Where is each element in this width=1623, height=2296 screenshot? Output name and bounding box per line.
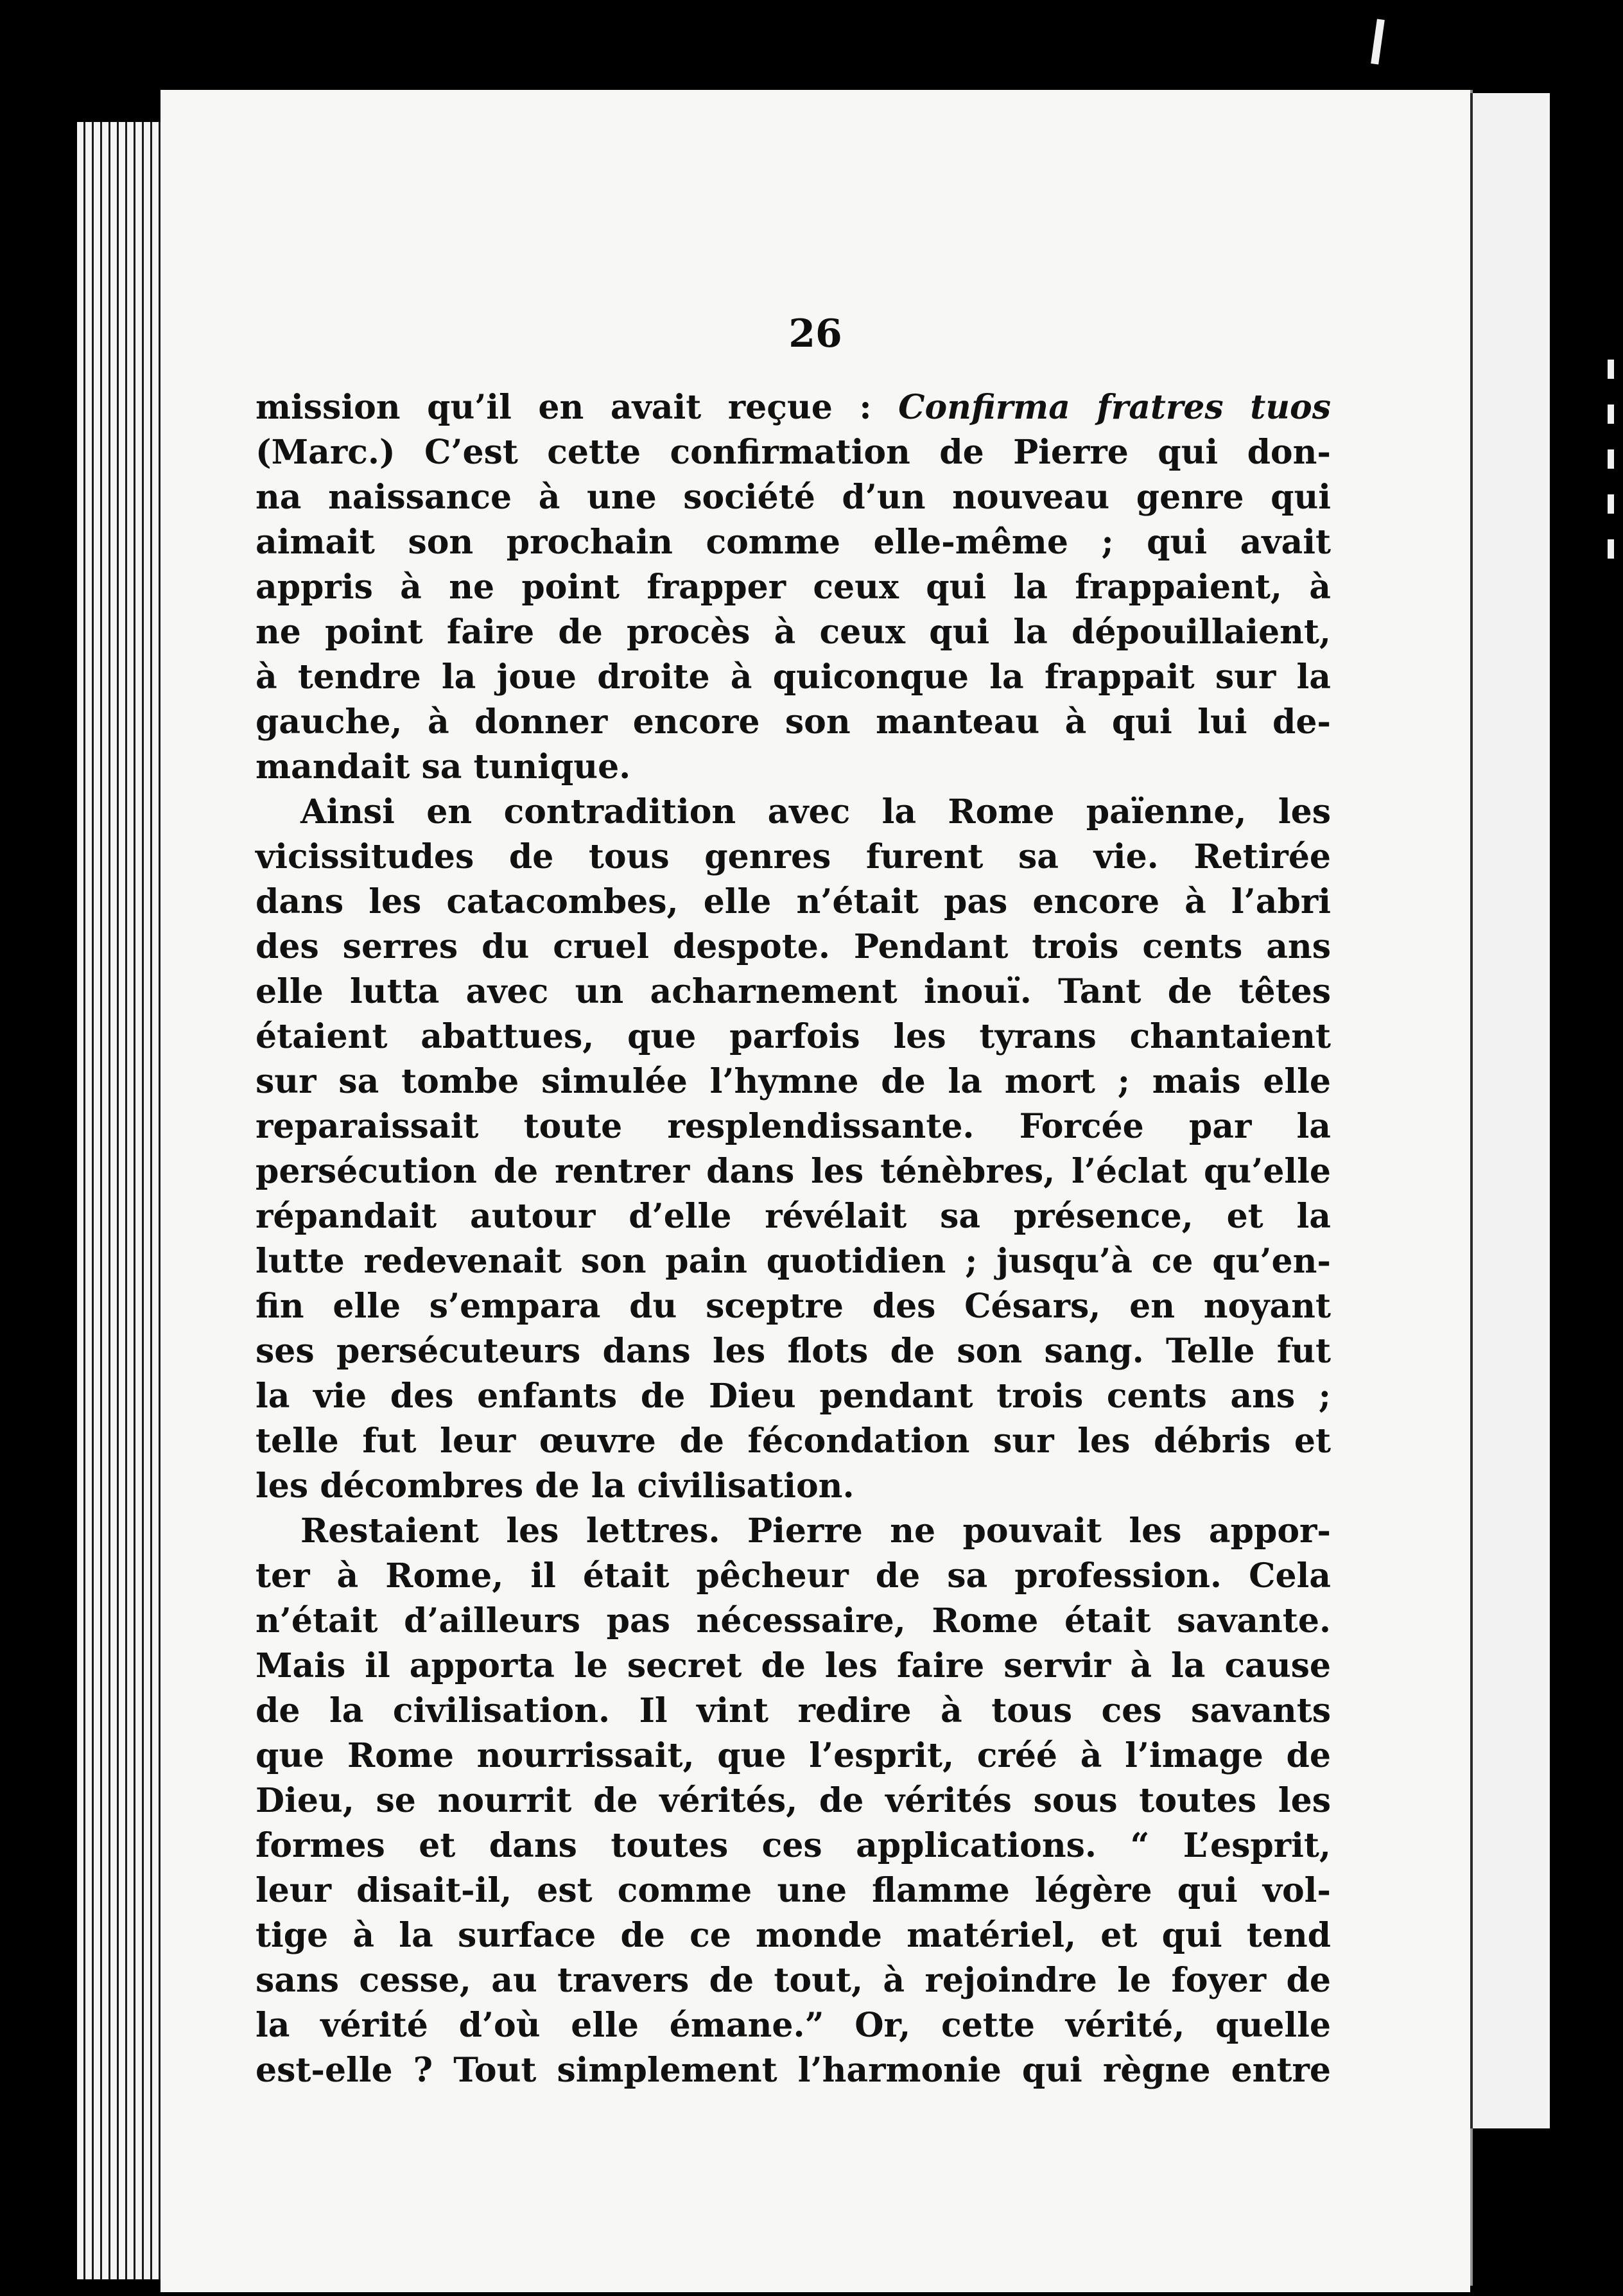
text-line bbox=[256, 745, 1331, 790]
text-run: Dieu, se nourrit de vérités, de vérités sous toutes les bbox=[256, 1781, 1331, 1820]
text-line bbox=[256, 520, 1331, 565]
text-line bbox=[256, 1958, 1331, 2003]
text-run: à tendre la joue droite à quiconque la frappait sur la bbox=[256, 657, 1331, 697]
text-line bbox=[256, 1689, 1331, 1734]
text-run: persécution de rentrer dans les ténèbres, l’éclat qu’elle bbox=[256, 1152, 1331, 1191]
text-line bbox=[256, 970, 1331, 1014]
text-line bbox=[256, 1104, 1331, 1149]
text-line bbox=[256, 1868, 1331, 1913]
text-run: de la civilisation. Il vint redire à tous ces savants bbox=[256, 1691, 1331, 1730]
text-line bbox=[256, 835, 1331, 880]
text-line bbox=[256, 1194, 1331, 1239]
facing-page-fragment bbox=[1470, 93, 1550, 2128]
text-line bbox=[256, 565, 1331, 610]
text-run: mandait sa tunique. bbox=[256, 747, 631, 787]
text-run: la vérité d’où elle émane.” Or, cette vérité, quelle bbox=[256, 2006, 1331, 2045]
text-line bbox=[256, 1913, 1331, 1958]
scan-corner-mark bbox=[1371, 19, 1385, 65]
page-body-text bbox=[256, 385, 1331, 2093]
text-run: na naissance à une société d’un nouveau genre qui bbox=[256, 478, 1331, 517]
text-line bbox=[256, 1284, 1331, 1329]
text-run: reparaissait toute resplendissante. Forcée par la bbox=[256, 1107, 1331, 1146]
text-run: formes et dans toutes ces applications. “ L’esprit, bbox=[256, 1826, 1331, 1865]
text-line bbox=[256, 1779, 1331, 1823]
text-run: dans les catacombes, elle n’était pas encore à l’abri bbox=[256, 882, 1331, 921]
text-run: appris à ne point frapper ceux qui la frappaient, à bbox=[256, 568, 1331, 607]
text-line bbox=[256, 700, 1331, 745]
text-run: Mais il apporta le secret de les faire servir à la cause bbox=[256, 1646, 1331, 1685]
text-run: n’était d’ailleurs pas nécessaire, Rome était savante. bbox=[256, 1601, 1331, 1640]
text-run: lutte redevenait son pain quotidien ; jusqu’à ce qu’en- bbox=[256, 1242, 1331, 1281]
text-line bbox=[256, 925, 1331, 970]
text-line bbox=[256, 1509, 1331, 1554]
text-run: ne point faire de procès à ceux qui la dépouillaient, bbox=[256, 613, 1331, 652]
text-run: leur disait-il, est comme une flamme légère qui vol- bbox=[256, 1871, 1331, 1910]
text-run: ses persécuteurs dans les flots de son sang. Telle fut bbox=[256, 1332, 1331, 1371]
text-run: que Rome nourrissait, que l’esprit, créé à l’image de bbox=[256, 1736, 1331, 1775]
text-line bbox=[256, 430, 1331, 475]
paragraph bbox=[256, 385, 1331, 790]
text-run: les décombres de la civilisation. bbox=[256, 1466, 855, 1506]
text-line bbox=[256, 1149, 1331, 1194]
paragraph bbox=[256, 790, 1331, 1509]
book-page-edges bbox=[77, 122, 167, 2279]
text-line bbox=[256, 1329, 1331, 1374]
text-run: vicissitudes de tous genres furent sa vie. Retirée bbox=[256, 837, 1331, 876]
text-run: étaient abattues, que parfois les tyrans chantaient bbox=[256, 1017, 1331, 1056]
text-line bbox=[256, 1014, 1331, 1059]
text-run: telle fut leur œuvre de fécondation sur les débris et bbox=[256, 1422, 1331, 1461]
text-line bbox=[256, 1419, 1331, 1464]
text-run: (Marc.) C’est cette confirmation de Pierre qui don- bbox=[256, 433, 1331, 472]
text-run: Restaient les lettres. Pierre ne pouvait les appor- bbox=[300, 1511, 1331, 1551]
text-run: mission qu’il en avait reçue : bbox=[256, 388, 899, 427]
text-line bbox=[256, 1374, 1331, 1419]
paragraph bbox=[256, 1509, 1331, 2093]
text-run: elle lutta avec un acharnement inouï. Tant de têtes bbox=[256, 972, 1331, 1011]
text-run: gauche, à donner encore son manteau à qui lui de- bbox=[256, 702, 1331, 742]
page-number: 26 bbox=[788, 311, 842, 356]
text-line bbox=[256, 1059, 1331, 1104]
text-line bbox=[256, 1599, 1331, 1644]
text-run: la vie des enfants de Dieu pendant trois cents ans ; bbox=[256, 1377, 1331, 1416]
text-run: répandait autour d’elle révélait sa présence, et la bbox=[256, 1197, 1331, 1236]
text-line bbox=[256, 610, 1331, 655]
text-line bbox=[256, 2003, 1331, 2048]
text-run: sans cesse, au travers de tout, à rejoindre le foyer de bbox=[256, 1961, 1331, 2000]
facing-page-text-fragments bbox=[1608, 360, 1614, 571]
text-run: aimait son prochain comme elle-même ; qui avait bbox=[256, 523, 1331, 562]
text-line bbox=[256, 1464, 1331, 1509]
text-run: est-elle ? Tout simplement l’harmonie qui règne entre bbox=[256, 2051, 1331, 2090]
text-line bbox=[256, 1734, 1331, 1779]
text-line bbox=[256, 1823, 1331, 1868]
text-line bbox=[256, 655, 1331, 700]
text-line bbox=[256, 1644, 1331, 1689]
text-line bbox=[256, 880, 1331, 925]
text-run: des serres du cruel despote. Pendant trois cents ans bbox=[256, 927, 1331, 966]
text-line bbox=[256, 790, 1331, 835]
text-run: sur sa tombe simulée l’hymne de la mort ; mais elle bbox=[256, 1062, 1331, 1101]
text-run: tige à la surface de ce monde matériel, et qui tend bbox=[256, 1916, 1331, 1955]
text-line bbox=[256, 475, 1331, 520]
text-run: ter à Rome, il était pêcheur de sa profession. Cela bbox=[256, 1556, 1331, 1596]
text-line bbox=[256, 1554, 1331, 1599]
italic-text: Confirma fratres tuos bbox=[898, 388, 1331, 427]
text-run: fin elle s’empara du sceptre des Césars, en noyant bbox=[256, 1287, 1331, 1326]
text-line bbox=[256, 1239, 1331, 1284]
text-line bbox=[256, 2048, 1331, 2093]
text-run: Ainsi en contradition avec la Rome païenne, les bbox=[300, 792, 1331, 831]
text-line bbox=[256, 385, 1331, 430]
